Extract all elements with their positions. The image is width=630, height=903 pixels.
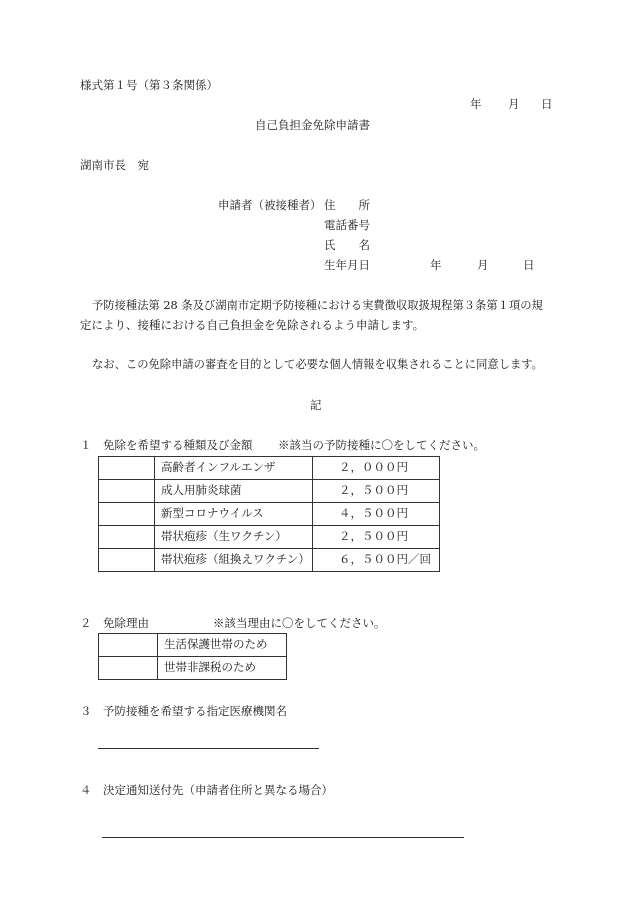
section-1-instruction: ※該当の予防接種に〇をしてください。 bbox=[278, 438, 485, 452]
date-day-label: 日 bbox=[541, 97, 553, 111]
applicant-name-label: 氏 名 bbox=[324, 238, 370, 252]
table-row bbox=[99, 457, 440, 480]
birth-year-label: 年 bbox=[430, 258, 442, 272]
applicant-birthdate-label: 生年月日 bbox=[324, 258, 370, 272]
paragraph-2: なお、この免除申請の審査を目的として必要な個人情報を収集されることに同意します。 bbox=[92, 358, 543, 371]
reason-label: 世帯非課税のため bbox=[158, 657, 287, 680]
vaccine-check-cell[interactable] bbox=[99, 457, 155, 480]
section-2-heading: 免除理由 bbox=[103, 616, 149, 630]
applicant-label: 申請者（被接種者） bbox=[218, 198, 322, 212]
section-2-instruction: ※該当理由に〇をしてください。 bbox=[213, 616, 386, 630]
vaccine-name: 帯状疱疹（生ワクチン） bbox=[155, 526, 313, 549]
section-2-number: ２ bbox=[80, 616, 92, 630]
vaccine-check-cell[interactable] bbox=[99, 480, 155, 503]
vaccine-check-cell[interactable] bbox=[99, 549, 155, 572]
vaccine-name: 成人用肺炎球菌 bbox=[155, 480, 313, 503]
table-row bbox=[99, 503, 440, 526]
addressee: 湖南市長 宛 bbox=[80, 158, 149, 172]
vaccine-name: 帯状疱疹（組換えワクチン） bbox=[155, 549, 313, 572]
vaccine-check-cell[interactable] bbox=[99, 526, 155, 549]
vaccine-amount: ６，５００円／回 bbox=[313, 549, 440, 572]
paragraph-1-line-2: 定により、接種における自己負担金を免除されるよう申請します。 bbox=[80, 318, 425, 332]
applicant-phone-label: 電話番号 bbox=[324, 218, 370, 232]
vaccine-amount: ２，０００円 bbox=[313, 457, 440, 480]
table-row bbox=[99, 526, 440, 549]
notification-address-line[interactable] bbox=[102, 837, 464, 838]
section-4-number: ４ bbox=[80, 783, 92, 797]
vaccine-check-cell[interactable] bbox=[99, 503, 155, 526]
vaccine-amount: ４，５００円 bbox=[313, 503, 440, 526]
table-row bbox=[99, 549, 440, 572]
form-number: 様式第１号（第３条関係） bbox=[80, 78, 218, 92]
date-year-label: 年 bbox=[470, 97, 482, 111]
section-1-number: １ bbox=[80, 438, 92, 452]
reason-check-cell[interactable] bbox=[99, 657, 158, 680]
section-3-heading: 予防接種を希望する指定医療機関名 bbox=[103, 704, 287, 718]
reason-table bbox=[98, 633, 287, 680]
note-heading: 記 bbox=[310, 398, 322, 412]
vaccine-name: 新型コロナウイルス bbox=[155, 503, 313, 526]
table-row bbox=[99, 657, 287, 680]
vaccine-amount: ２，５００円 bbox=[313, 526, 440, 549]
vaccine-table bbox=[98, 456, 440, 572]
birth-day-label: 日 bbox=[523, 258, 535, 272]
vaccine-amount: ２，５００円 bbox=[313, 480, 440, 503]
medical-institution-line[interactable] bbox=[98, 748, 319, 749]
applicant-address-label: 住 所 bbox=[324, 198, 370, 212]
section-4-heading: 決定通知送付先（申請者住所と異なる場合） bbox=[103, 783, 333, 797]
reason-label: 生活保護世帯のため bbox=[158, 634, 287, 657]
birth-month-label: 月 bbox=[477, 258, 489, 272]
table-row bbox=[99, 480, 440, 503]
section-1-heading: 免除を希望する種類及び金額 bbox=[103, 438, 253, 452]
section-3-number: ３ bbox=[80, 704, 92, 718]
page-title: 自己負担金免除申請書 bbox=[255, 118, 370, 132]
date-month-label: 月 bbox=[508, 97, 520, 111]
paragraph-1-line-1: 予防接種法第 28 条及び湖南市定期予防接種における実費徴収取扱規程第３条第１項の規 bbox=[92, 299, 543, 312]
table-row bbox=[99, 634, 287, 657]
reason-check-cell[interactable] bbox=[99, 634, 158, 657]
vaccine-name: 高齢者インフルエンザ bbox=[155, 457, 313, 480]
